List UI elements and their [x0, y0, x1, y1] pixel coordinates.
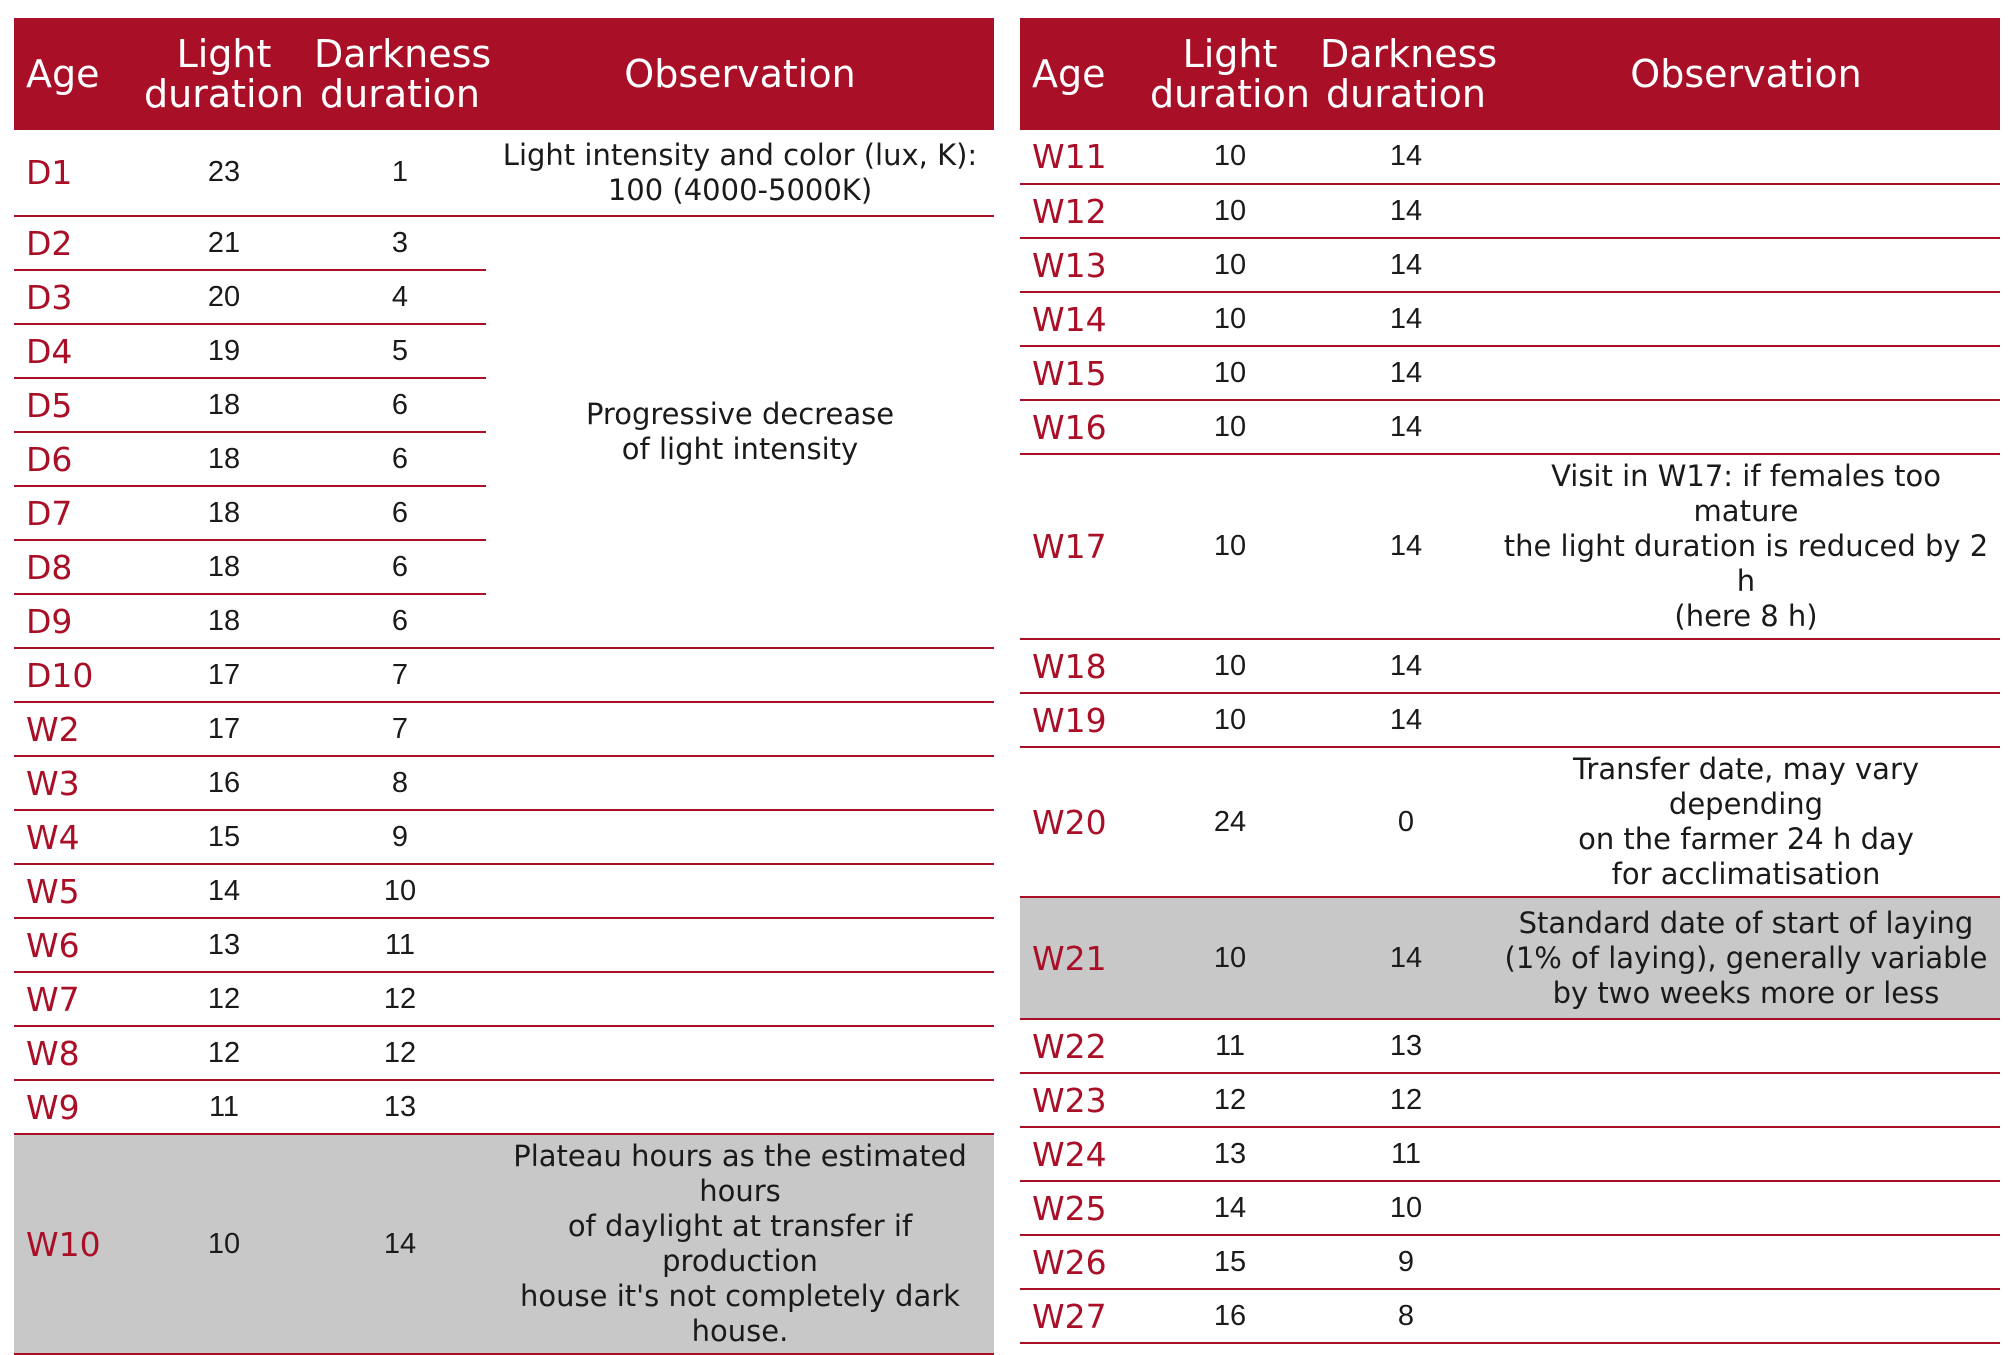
age-cell: D9 — [14, 594, 134, 648]
age-cell: W24 — [1020, 1127, 1140, 1181]
observation-cell — [486, 702, 994, 756]
age-cell: W26 — [1020, 1235, 1140, 1289]
table-row — [14, 810, 994, 864]
darkness-duration-cell: 7 — [314, 702, 486, 756]
table-row — [1020, 747, 2000, 897]
age-cell: D7 — [14, 486, 134, 540]
light-duration-cell: 18 — [134, 432, 314, 486]
observation-cell — [1492, 130, 2000, 184]
observation-cell — [486, 756, 994, 810]
darkness-duration-cell: 6 — [314, 432, 486, 486]
header-row — [14, 18, 994, 130]
observation-cell — [1492, 1181, 2000, 1235]
table-row — [14, 130, 994, 216]
light-duration-cell: 10 — [134, 1134, 314, 1354]
light-duration-cell: 10 — [1140, 639, 1320, 693]
age-cell: W16 — [1020, 400, 1140, 454]
age-cell: W7 — [14, 972, 134, 1026]
header-observation: Observation — [486, 18, 994, 130]
table-row — [1020, 238, 2000, 292]
light-duration-cell: 11 — [1140, 1019, 1320, 1073]
age-cell: W12 — [1020, 184, 1140, 238]
table-row — [14, 756, 994, 810]
age-cell: W5 — [14, 864, 134, 918]
age-cell: W14 — [1020, 292, 1140, 346]
table-row — [1020, 400, 2000, 454]
table-row — [14, 1080, 994, 1134]
light-duration-cell: 12 — [134, 972, 314, 1026]
table-row — [1020, 897, 2000, 1019]
darkness-duration-cell: 6 — [314, 594, 486, 648]
light-duration-cell: 12 — [134, 1026, 314, 1080]
darkness-duration-cell: 12 — [1320, 1073, 1492, 1127]
darkness-duration-cell: 7 — [314, 648, 486, 702]
age-cell: W23 — [1020, 1073, 1140, 1127]
light-duration-cell: 17 — [134, 648, 314, 702]
table-row — [1020, 1019, 2000, 1073]
table-row — [1020, 130, 2000, 184]
light-duration-cell: 13 — [134, 918, 314, 972]
table-row — [14, 216, 994, 270]
darkness-duration-cell: 3 — [314, 216, 486, 270]
darkness-duration-cell: 14 — [1320, 454, 1492, 639]
observation-cell: Transfer date, may vary depending on the farmer 24 h day for acclimatisation — [1492, 747, 2000, 897]
darkness-duration-cell: 9 — [1320, 1235, 1492, 1289]
light-duration-cell: 16 — [134, 756, 314, 810]
darkness-duration-cell: 11 — [314, 918, 486, 972]
light-duration-cell: 24 — [1140, 747, 1320, 897]
darkness-duration-cell: 8 — [1320, 1289, 1492, 1343]
observation-cell — [1492, 1073, 2000, 1127]
age-cell: W6 — [14, 918, 134, 972]
light-duration-cell: 23 — [134, 130, 314, 216]
observation-cell — [1492, 400, 2000, 454]
darkness-duration-cell: 14 — [1320, 897, 1492, 1019]
light-duration-cell: 21 — [134, 216, 314, 270]
darkness-duration-cell: 6 — [314, 540, 486, 594]
darkness-duration-cell: 1 — [314, 130, 486, 216]
observation-cell — [1492, 292, 2000, 346]
observation-cell — [1492, 639, 2000, 693]
darkness-duration-cell: 14 — [1320, 184, 1492, 238]
darkness-duration-cell: 14 — [1320, 400, 1492, 454]
light-duration-cell: 18 — [134, 540, 314, 594]
header-light-duration: Light duration — [1140, 18, 1320, 130]
lighting-table-left — [14, 18, 994, 1355]
age-cell: D4 — [14, 324, 134, 378]
table-row — [1020, 454, 2000, 639]
header-row — [1020, 18, 2000, 130]
observation-cell — [1492, 1127, 2000, 1181]
age-cell: D6 — [14, 432, 134, 486]
light-duration-cell: 18 — [134, 486, 314, 540]
darkness-duration-cell: 14 — [1320, 346, 1492, 400]
table-row — [14, 972, 994, 1026]
observation-cell — [486, 1080, 994, 1134]
observation-cell — [486, 648, 994, 702]
table-row — [14, 1026, 994, 1080]
light-duration-cell: 10 — [1140, 346, 1320, 400]
observation-merged-cell: Progressive decrease of light intensity — [486, 216, 994, 648]
lighting-table-right — [1020, 18, 2000, 1344]
darkness-duration-cell: 14 — [1320, 238, 1492, 292]
table-row — [14, 1134, 994, 1354]
observation-cell — [1492, 238, 2000, 292]
table-row — [1020, 346, 2000, 400]
darkness-duration-cell: 9 — [314, 810, 486, 864]
age-cell: W19 — [1020, 693, 1140, 747]
table-row — [1020, 1181, 2000, 1235]
observation-cell: Standard date of start of laying (1% of laying), generally variable by two weeks more or less — [1492, 897, 2000, 1019]
darkness-duration-cell: 13 — [1320, 1019, 1492, 1073]
header-age: Age — [1020, 18, 1140, 130]
table-row — [14, 864, 994, 918]
darkness-duration-cell: 10 — [314, 864, 486, 918]
age-cell: W22 — [1020, 1019, 1140, 1073]
header-darkness-duration: Darkness duration — [1320, 18, 1492, 130]
observation-cell — [486, 918, 994, 972]
light-duration-cell: 20 — [134, 270, 314, 324]
table-row — [1020, 292, 2000, 346]
darkness-duration-cell: 4 — [314, 270, 486, 324]
age-cell: W20 — [1020, 747, 1140, 897]
light-duration-cell: 11 — [134, 1080, 314, 1134]
observation-cell: Visit in W17: if females too mature the light duration is reduced by 2 h (here 8 h) — [1492, 454, 2000, 639]
header-light-duration: Light duration — [134, 18, 314, 130]
table-row — [1020, 184, 2000, 238]
table-row — [1020, 639, 2000, 693]
age-cell: W11 — [1020, 130, 1140, 184]
light-duration-cell: 19 — [134, 324, 314, 378]
darkness-duration-cell: 14 — [1320, 130, 1492, 184]
darkness-duration-cell: 6 — [314, 486, 486, 540]
light-duration-cell: 10 — [1140, 292, 1320, 346]
table-row — [1020, 1127, 2000, 1181]
darkness-duration-cell: 6 — [314, 378, 486, 432]
darkness-duration-cell: 14 — [1320, 639, 1492, 693]
observation-cell — [486, 810, 994, 864]
darkness-duration-cell: 0 — [1320, 747, 1492, 897]
light-duration-cell: 10 — [1140, 897, 1320, 1019]
darkness-duration-cell: 12 — [314, 1026, 486, 1080]
table-row — [1020, 1289, 2000, 1343]
light-duration-cell: 15 — [1140, 1235, 1320, 1289]
light-duration-cell: 10 — [1140, 130, 1320, 184]
darkness-duration-cell: 13 — [314, 1080, 486, 1134]
age-cell: D5 — [14, 378, 134, 432]
age-cell: D1 — [14, 130, 134, 216]
observation-cell — [486, 1026, 994, 1080]
age-cell: W17 — [1020, 454, 1140, 639]
darkness-duration-cell: 8 — [314, 756, 486, 810]
light-duration-cell: 10 — [1140, 400, 1320, 454]
age-cell: W15 — [1020, 346, 1140, 400]
light-duration-cell: 17 — [134, 702, 314, 756]
age-cell: D3 — [14, 270, 134, 324]
observation-cell — [1492, 346, 2000, 400]
light-duration-cell: 18 — [134, 594, 314, 648]
light-duration-cell: 13 — [1140, 1127, 1320, 1181]
table-row — [1020, 693, 2000, 747]
table-row — [14, 702, 994, 756]
light-duration-cell: 15 — [134, 810, 314, 864]
age-cell: W21 — [1020, 897, 1140, 1019]
table-row — [1020, 1235, 2000, 1289]
observation-cell — [486, 864, 994, 918]
table-row — [14, 648, 994, 702]
age-cell: W3 — [14, 756, 134, 810]
darkness-duration-cell: 12 — [314, 972, 486, 1026]
darkness-duration-cell: 10 — [1320, 1181, 1492, 1235]
observation-cell: Light intensity and color (lux, K): 100 (4000-5000K) — [486, 130, 994, 216]
light-duration-cell: 14 — [134, 864, 314, 918]
light-duration-cell: 14 — [1140, 1181, 1320, 1235]
light-duration-cell: 18 — [134, 378, 314, 432]
age-cell: W2 — [14, 702, 134, 756]
table-row — [1020, 1073, 2000, 1127]
observation-cell — [1492, 693, 2000, 747]
age-cell: W9 — [14, 1080, 134, 1134]
light-duration-cell: 10 — [1140, 238, 1320, 292]
light-duration-cell: 10 — [1140, 184, 1320, 238]
darkness-duration-cell: 14 — [314, 1134, 486, 1354]
age-cell: W10 — [14, 1134, 134, 1354]
darkness-duration-cell: 14 — [1320, 693, 1492, 747]
header-observation: Observation — [1492, 18, 2000, 130]
age-cell: D8 — [14, 540, 134, 594]
header-darkness-duration: Darkness duration — [314, 18, 486, 130]
observation-cell — [1492, 184, 2000, 238]
age-cell: W25 — [1020, 1181, 1140, 1235]
observation-cell — [486, 972, 994, 1026]
age-cell: W8 — [14, 1026, 134, 1080]
darkness-duration-cell: 5 — [314, 324, 486, 378]
light-duration-cell: 12 — [1140, 1073, 1320, 1127]
header-age: Age — [14, 18, 134, 130]
darkness-duration-cell: 14 — [1320, 292, 1492, 346]
age-cell: D10 — [14, 648, 134, 702]
darkness-duration-cell: 11 — [1320, 1127, 1492, 1181]
age-cell: W4 — [14, 810, 134, 864]
observation-cell — [1492, 1289, 2000, 1343]
light-duration-cell: 10 — [1140, 693, 1320, 747]
light-duration-cell: 16 — [1140, 1289, 1320, 1343]
age-cell: W18 — [1020, 639, 1140, 693]
age-cell: W13 — [1020, 238, 1140, 292]
table-row — [14, 918, 994, 972]
observation-cell — [1492, 1019, 2000, 1073]
age-cell: D2 — [14, 216, 134, 270]
observation-cell — [1492, 1235, 2000, 1289]
observation-cell: Plateau hours as the estimated hours of daylight at transfer if production house it's not completely dark house. — [486, 1134, 994, 1354]
light-duration-cell: 10 — [1140, 454, 1320, 639]
age-cell: W27 — [1020, 1289, 1140, 1343]
